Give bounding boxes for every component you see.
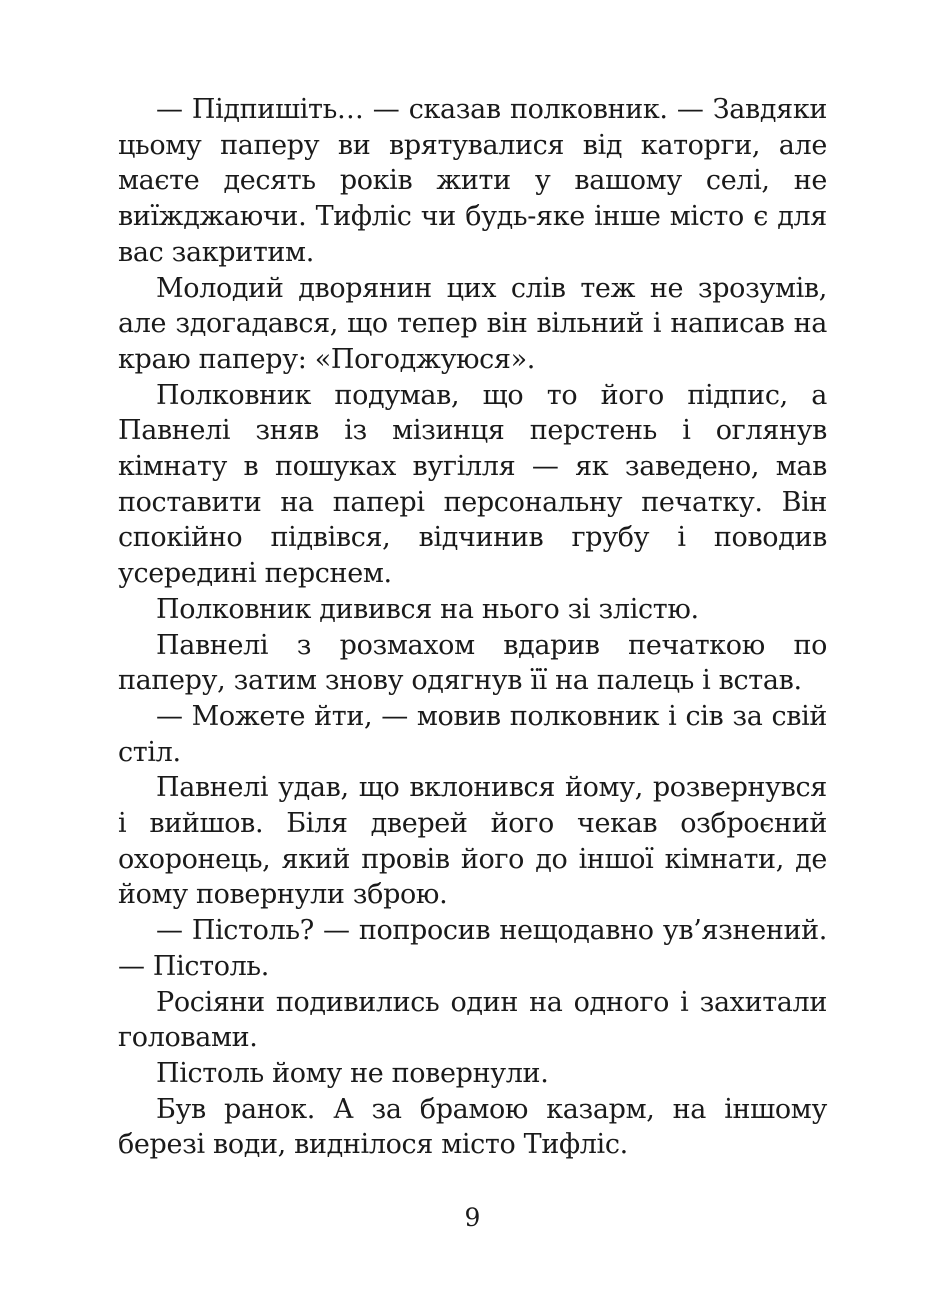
paragraph: Росіяни подивились один на одного і захитали головами. [118, 986, 827, 1054]
paragraph: Павнелі удав, що вклонився йому, розвернувся і вийшов. Біля дверей його чекав озброєний охоронець, який провів його до іншої кімнати, де йому повернули зброю. [118, 772, 827, 911]
paragraph: Полковник дивився на нього зі злістю. [156, 593, 699, 625]
paragraph: — Пістоль? — попросив нещодавно ув’язнений. — Пістоль. [118, 915, 827, 982]
paragraph: — Можете йти, — мовив полковник і сів за свій стіл. [118, 700, 827, 768]
body-text [118, 92, 827, 1163]
page-number: 9 [464, 1203, 481, 1232]
paragraph: Полковник подумав, що то його підпис, а Павнелі зняв із мізинця перстень і оглянув кімнату в пошуках вугілля — як заведено, мав поставити на папері персональну печатку. Він спокійно підвівся, відчинив грубу і поводив усередині перснем. [118, 379, 827, 590]
paragraph: — Підпишіть… — сказав полковник. — Завдяки цьому паперу ви врятувалися від каторги, але маєте десять років жити у вашому селі, не виїжджаючи. Тифліс чи будь-яке інше місто є для вас закритим. [118, 94, 827, 268]
paragraph: Павнелі з розмахом вдарив печаткою по паперу, затим знову одягнув її на палець і встав. [118, 629, 827, 697]
paragraph: Був ранок. А за брамою казарм, на іншому березі води, виднілося місто Тифліс. [118, 1093, 827, 1161]
paragraph: Молодий дворянин цих слів теж не зрозумів, але здогадався, що тепер він вільний і написав на краю паперу: «Погоджуюся». [118, 272, 827, 375]
paragraph: Пістоль йому не повернули. [156, 1057, 549, 1089]
